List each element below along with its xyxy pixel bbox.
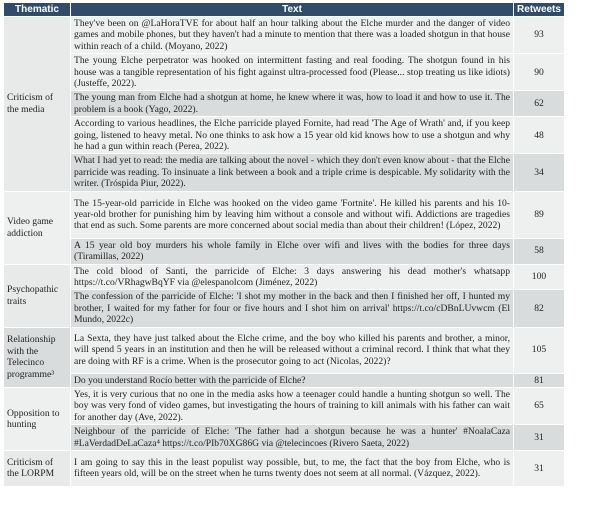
retweets-cell: 93 <box>514 17 565 54</box>
text-cell: According to various headlines, the Elche parricide played Fornite, had read 'The Age of Wrath' and, if you keep going, listened to heavy metal. No one thinks to ask how a 15 year old kid knows how to use a shotgun and why he had a gun within reach (Perea, 2022). <box>71 117 514 154</box>
retweets-cell: 31 <box>514 450 565 486</box>
retweets-cell: 65 <box>514 387 565 424</box>
retweets-cell: 48 <box>514 117 565 154</box>
text-cell: Do you understand Rocío better with the parricide of Elche? <box>71 373 514 387</box>
table-row <box>4 264 565 290</box>
retweets-cell: 62 <box>514 91 565 117</box>
thematic-cell: Relationship with the Telecinco programme³ <box>4 327 71 387</box>
table-row <box>4 425 565 451</box>
text-cell: The 15-year-old parricide in Elche was hooked on the video game 'Fortnite'. He killed his parents and his 10-year-old brother for punishing him by leaving him without a console and without wifi. Addictions are tragedies that end as such. Some parents are more concerned about social media than about their children! (López, 2022) <box>71 191 514 238</box>
table-row <box>4 91 565 117</box>
table-row <box>4 450 565 486</box>
table-row <box>4 17 565 54</box>
retweets-table <box>3 2 565 487</box>
table-row <box>4 238 565 264</box>
text-cell: I am going to say this in the least populist way possible, but, to me, the fact that the boy from Elche, who is fifteen years old, will be on the street when he turns twenty does not seem at all normal. (Vázquez, 2022). <box>71 450 514 486</box>
retweets-cell: 58 <box>514 238 565 264</box>
text-cell: Yes, it is very curious that no one in the media asks how a teenager could handle a hunting shotgun so well. The boy was very fond of video games, but investigating the hours of training to kill animals with his father can wait for another day (Ave, 2022). <box>71 387 514 424</box>
table-row <box>4 154 565 191</box>
text-cell: They've been on @LaHoraTVE for about half an hour talking about the Elche murder and the danger of video games and mobile phones, but they haven't had a minute to mention that there was a loaded shotgun in that house within reach of a child. (Moyano, 2022) <box>71 17 514 54</box>
thematic-cell: Opposition to hunting <box>4 387 71 450</box>
text-cell: Neighbour of the parricide of Elche: 'The father had a shotgun because he was a hunter' #NoalaCaza #LaVerdadDeLaCaza⁴ https://t.co/PIb70XG86G via @telecincoes (Rivero Saeta, 2022) <box>71 425 514 451</box>
table-row <box>4 191 565 238</box>
thematic-cell: Psychopathic traits <box>4 264 71 327</box>
table-row <box>4 373 565 387</box>
text-cell: The young Elche perpetrator was hooked on intermittent fasting and real fooding. The shotgun found in his house was a tangible representation of his fight against ultra-processed food (Please... stop treating us like idiots) (Justeffe, 2022). <box>71 54 514 91</box>
table-row <box>4 54 565 91</box>
retweets-cell: 89 <box>514 191 565 238</box>
header-row <box>4 3 565 17</box>
thematic-cell: Criticism of the LORPM <box>4 450 71 486</box>
header-text: Text <box>71 3 514 17</box>
retweets-cell: 81 <box>514 373 565 387</box>
text-cell: A 15 year old boy murders his whole family in Elche over wifi and lives with the bodies for three days (Tiramillas, 2022) <box>71 238 514 264</box>
retweets-cell: 34 <box>514 154 565 191</box>
retweets-cell: 100 <box>514 264 565 290</box>
table-row <box>4 290 565 327</box>
text-cell: What I had yet to read: the media are talking about the novel - which they don't even know about - that the Elche parricide was reading. To insinuate a link between a book and a triple crime is despicable. My solidarity with the writer. (Tróspida Piur, 2022). <box>71 154 514 191</box>
header-thematic: Thematic <box>4 3 71 17</box>
table-row <box>4 117 565 154</box>
thematic-cell: Video game addiction <box>4 191 71 264</box>
table-row <box>4 327 565 373</box>
header-retweets: Retweets <box>514 3 565 17</box>
retweets-cell: 82 <box>514 290 565 327</box>
table-row <box>4 387 565 424</box>
text-cell: The confession of the parricide of Elche: 'I shot my mother in the back and then I finished her off, I hunted my brother, I waited for my father for four or five hours and I shot him on arrival' https://t.co/cDBnLUvwcm (El Mundo, 2022c) <box>71 290 514 327</box>
retweets-cell: 90 <box>514 54 565 91</box>
thematic-cell: Criticism of the media <box>4 17 71 192</box>
retweets-cell: 31 <box>514 425 565 451</box>
text-cell: The cold blood of Santi, the parricide of Elche: 3 days answering his dead mother's whatsapp https://t.co/VRhagwBqYF via @elespanolcom (Jiménez, 2022) <box>71 264 514 290</box>
text-cell: The young man from Elche had a shotgun at home, he knew where it was, how to load it and how to use it. The problem is a book (Yago, 2022). <box>71 91 514 117</box>
text-cell: La Sexta, they have just talked about the Elche crime, and the boy who killed his parents and brother, a minor, will spend 5 years in an institution and then he will be released without a criminal record. I think that what they are doing with RF is a crime. When is the prosecutor going to act (Nicolas, 2022)? <box>71 327 514 373</box>
retweets-cell: 105 <box>514 327 565 373</box>
